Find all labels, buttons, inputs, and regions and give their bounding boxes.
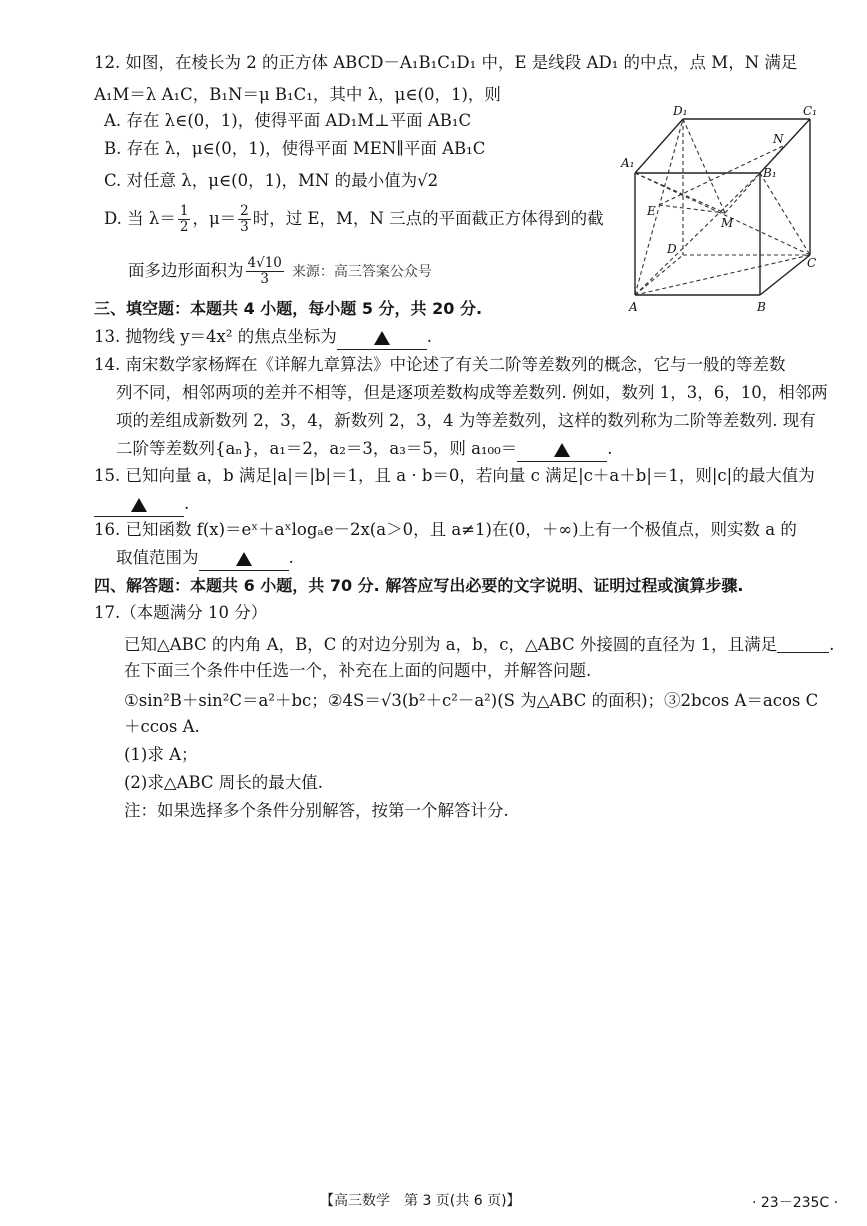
label-a1: A₁ xyxy=(621,156,635,170)
q17-line3: ①sin²B＋sin²C＝a²＋bc；②4S＝√3(b²＋c²－a²)(S 为△ABC 的面积)；③2bcos A＝acos C xyxy=(124,691,819,710)
q12-option-d-cont: 面多边形面积为 $\frac{4√10}{3}$ 来源：高三答案公众号 xyxy=(128,255,432,287)
page-footer: 【高三数学 第 3 页(共 6 页)】 xyxy=(320,1193,521,1209)
q17-line2: 在下面三个条件中任选一个，补充在上面的问题中，并解答问题. xyxy=(124,661,592,680)
q16-line1: 16. 已知函数 f(x)＝eˣ＋aˣlogₐe－2x(a＞0，且 a≠1)在(0，＋∞)上有一个极值点，则实数 a 的 xyxy=(94,520,797,539)
q12-option-a: A. 存在 λ∈(0，1)，使得平面 AD₁M⊥平面 AB₁C xyxy=(104,111,472,130)
q15-answer-blank xyxy=(94,496,184,517)
q12-option-d: D. 当 λ＝ $\frac{1}{2}$ ，μ＝ $\frac{2}{3}$ 时，过 E，M，N 三点的平面截正方体得到的截 xyxy=(104,203,604,235)
q16-line2: 取值范围为 . xyxy=(116,547,294,571)
q17-line4: ＋ccos A. xyxy=(124,717,200,736)
label-c1: C₁ xyxy=(803,104,817,118)
q14-line1: 14. 南宋数学家杨辉在《详解九章算法》中论述了有关二阶等差数列的概念，它与一般的等差数 xyxy=(94,355,786,374)
label-b: B xyxy=(757,300,766,314)
label-a: A xyxy=(629,300,638,314)
triangle-icon xyxy=(236,552,252,566)
triangle-icon xyxy=(131,498,147,512)
q12-option-b: B. 存在 λ，μ∈(0，1)，使得平面 MEN∥平面 AB₁C xyxy=(104,139,486,158)
q17-part1: (1)求 A； xyxy=(124,745,198,764)
q12-line2: A₁M＝λ A₁C，B₁N＝μ B₁C₁，其中 λ，μ∈(0，1)，则 xyxy=(94,85,501,104)
q15-line1: 15. 已知向量 a，b 满足|a|＝|b|＝1，且 a · b＝0，若向量 c 满足|c＋a＋b|＝1，则|c|的最大值为 xyxy=(94,466,815,485)
q14-line4: 二阶等差数列{aₙ}，a₁＝2，a₂＝3，a₃＝5，则 a₁₀₀＝ . xyxy=(116,438,613,462)
q17-note: 注：如果选择多个条件分别解答，按第一个解答计分. xyxy=(124,801,509,820)
source-note: 来源：高三答案公众号 xyxy=(291,264,432,280)
label-d: D xyxy=(667,242,677,256)
q14-line2: 列不同，相邻两项的差并不相等，但是逐项差数构成等差数列. 例如，数列 1，3，6，10，相邻两 xyxy=(116,383,828,402)
q16-answer-blank xyxy=(199,550,289,571)
q13: 13. 抛物线 y＝4x² 的焦点坐标为 . xyxy=(94,326,432,350)
q15-line2: . xyxy=(94,493,189,517)
label-e: E xyxy=(647,204,656,218)
label-d1: D₁ xyxy=(673,104,688,118)
label-c: C xyxy=(807,256,817,270)
q12-option-c: C. 对任意 λ，μ∈(0，1)，MN 的最小值为√2 xyxy=(104,171,439,190)
q17-part2: (2)求△ABC 周长的最大值. xyxy=(124,773,324,792)
q13-answer-blank xyxy=(337,329,427,350)
exam-code: · 23－235C · xyxy=(752,1195,839,1211)
q17-line1: 已知△ABC 的内角 A，B，C 的对边分别为 a，b，c，△ABC 外接圆的直径为 1，且满足 . xyxy=(124,632,834,656)
cube-figure xyxy=(621,104,825,320)
q17-heading: 17.（本题满分 10 分） xyxy=(94,603,268,622)
triangle-icon xyxy=(554,443,570,457)
label-m: M xyxy=(721,216,734,230)
triangle-icon xyxy=(374,331,390,345)
label-b1: B₁ xyxy=(763,166,777,180)
label-n: N xyxy=(773,132,784,146)
section-4-heading: 四、解答题：本题共 6 小题，共 70 分. 解答应写出必要的文字说明、证明过程或演算步骤. xyxy=(94,576,744,595)
q17-condition-blank xyxy=(777,632,829,653)
q14-line3: 项的差组成新数列 2，3，4，新数列 2，3，4 为等差数列，这样的数列称为二阶等差数列. 现有 xyxy=(116,411,816,430)
q14-answer-blank xyxy=(517,441,607,462)
q12-line1: 12. 如图，在棱长为 2 的正方体 ABCD－A₁B₁C₁D₁ 中，E 是线段 AD₁ 的中点，点 M，N 满足 xyxy=(94,53,798,72)
section-3-heading: 三、填空题：本题共 4 小题，每小题 5 分，共 20 分. xyxy=(94,299,483,318)
